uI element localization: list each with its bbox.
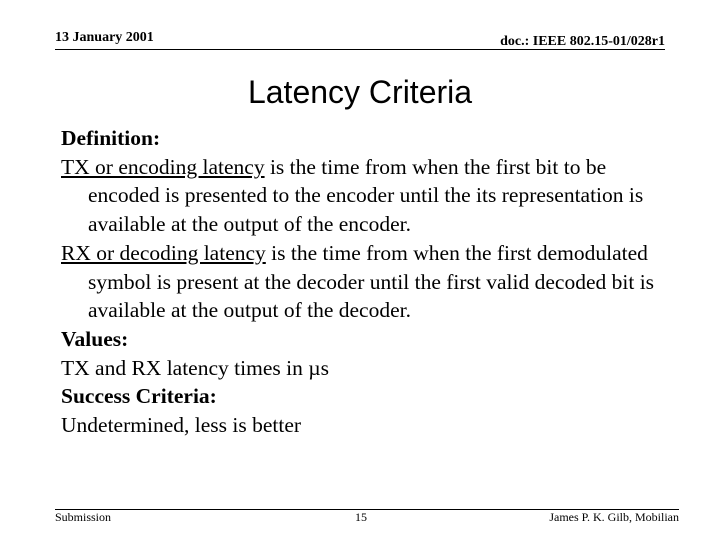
rx-term: RX or decoding latency <box>61 240 266 265</box>
tx-text: is the time from when the first bit to be encoded is presented to the encoder until the its representation is available at the output of the encoder. <box>88 154 644 237</box>
success-heading: Success Criteria: <box>61 384 217 409</box>
header-date: 13 January 2001 <box>55 30 154 45</box>
values-text: TX and RX latency times in µs <box>61 355 329 380</box>
slide-body <box>61 124 671 440</box>
footer-page-number: 15 <box>355 510 367 524</box>
success-text: Undetermined, less is better <box>61 413 302 438</box>
values-heading: Values: <box>61 326 129 351</box>
tx-definition <box>61 153 671 239</box>
footer-submission: Submission <box>55 510 112 524</box>
slide-title: Latency Criteria <box>247 74 473 110</box>
rx-text: is the time from when the first demodulated symbol is present at the decoder until the first valid decoded bit is available at the output of the decoder. <box>88 240 655 323</box>
tx-term: TX or encoding latency <box>61 154 265 179</box>
rx-definition <box>61 239 671 325</box>
header-rule <box>55 49 665 50</box>
footer-author: James P. K. Gilb, Mobilian <box>549 510 679 524</box>
definition-heading: Definition: <box>61 126 161 150</box>
header-doc-id: doc.: IEEE 802.15-01/028r1 <box>500 34 665 49</box>
